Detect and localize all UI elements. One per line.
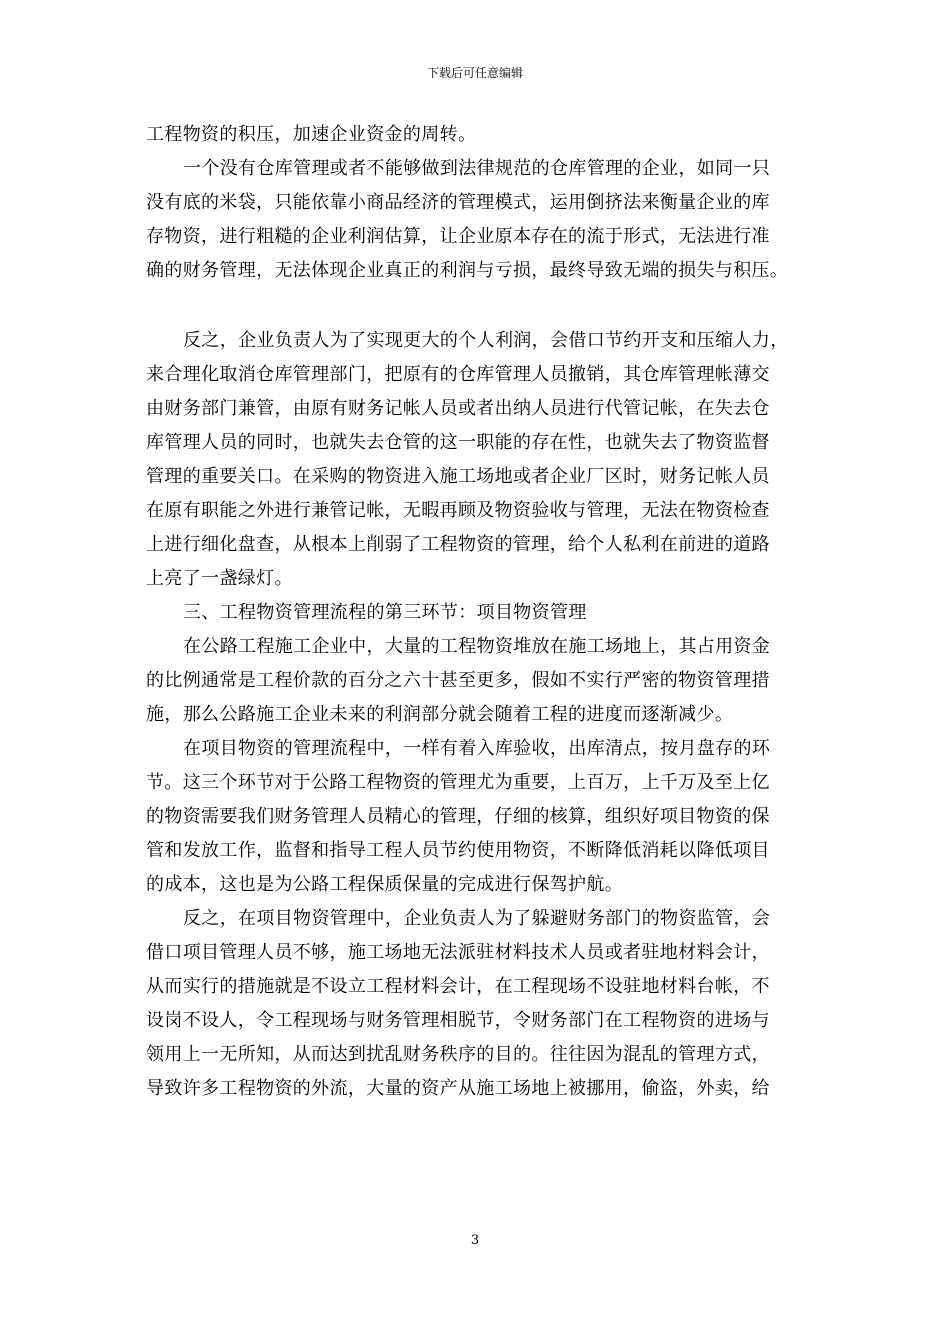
text-line: 一个没有仓库管理或者不能够做到法律规范的仓库管理的企业，如同一只 <box>183 158 771 179</box>
page-header: 下载后可任意编辑 <box>426 66 523 80</box>
text-line: 管理的重要关口。在采购的物资进入施工场地或者企业厂区时，财务记帐人员 <box>146 466 770 487</box>
text-line: 上亮了一盏绿灯。 <box>146 568 293 589</box>
text-line: 设岗不设人，令工程现场与财务管理相脱节，令财务部门在工程物资的进场与 <box>146 1010 770 1031</box>
text-line: 的成本，这也是为公路工程保质保量的完成进行保驾护航。 <box>146 874 624 895</box>
paragraph <box>146 732 808 902</box>
section-heading <box>146 596 808 630</box>
text-line: 上进行细化盘查，从根本上削弱了工程物资的管理，给个人私利在前进的道路 <box>146 534 770 555</box>
text-line: 工程物资的积压，加速企业资金的周转。 <box>146 124 477 145</box>
text-line: 节。这三个环节对于公路工程物资的管理尤为重要，上百万，上千万及至上亿 <box>146 772 770 793</box>
text-line: 从而实行的措施就是不设立工程材料会计，在工程现场不设驻地材料台帐，不 <box>146 976 770 997</box>
text-line: 反之，在项目物资管理中，企业负责人为了躲避财务部门的物资监管，会 <box>183 908 771 929</box>
text-line: 没有底的米袋，只能依靠小商品经济的管理模式，运用倒挤法来衡量企业的库 <box>146 192 770 213</box>
text-line: 反之，企业负责人为了实现更大的个人利润，会借口节约开支和压缩人力， <box>183 330 789 351</box>
text-line: 存物资，进行粗糙的企业利润估算，让企业原本存在的流于形式，无法进行准 <box>146 226 770 247</box>
paragraph <box>146 630 808 732</box>
text-line: 施，那么公路施工企业未来的利润部分就会随着工程的进度而逐渐减少。 <box>146 704 734 725</box>
text-line: 在项目物资的管理流程中，一样有着入库验收，出库清点，按月盘存的环 <box>183 738 771 759</box>
text-line: 确的财务管理，无法体现企业真正的利润与亏损，最终导致无端的损失与积压。 <box>146 260 789 281</box>
text-line: 在原有职能之外进行兼管记帐，无暇再顾及物资验收与管理，无法在物资检查 <box>146 500 770 521</box>
text-line: 的物资需要我们财务管理人员精心的管理，仔细的核算，组织好项目物资的保 <box>146 806 770 827</box>
document-body <box>146 118 808 1106</box>
text-line: 借口项目管理人员不够，施工场地无法派驻材料技术人员或者驻地材料会计， <box>146 942 770 963</box>
paragraph <box>146 324 808 596</box>
text-line: 三、工程物资管理流程的第三环节：项目物资管理 <box>183 602 587 623</box>
text-line: 由财务部门兼管，由原有财务记帐人员或者出纳人员进行代管记帐，在失去仓 <box>146 398 770 419</box>
text-line: 在公路工程施工企业中，大量的工程物资堆放在施工场地上，其占用资金 <box>183 636 771 657</box>
paragraph <box>146 152 808 288</box>
text-line: 的比例通常是工程价款的百分之六十甚至更多，假如不实行严密的物资管理措 <box>146 670 770 691</box>
paragraph <box>146 902 808 1106</box>
text-line: 库管理人员的同时，也就失去仓管的这一职能的存在性，也就失去了物资监督 <box>146 432 770 453</box>
paragraph <box>146 118 808 152</box>
text-line: 来合理化取消仓库管理部门，把原有的仓库管理人员撤销，其仓库管理帐薄交 <box>146 364 770 385</box>
text-line: 领用上一无所知，从而达到扰乱财务秩序的目的。往往因为混乱的管理方式， <box>146 1044 770 1065</box>
text-line: 导致许多工程物资的外流，大量的资产从施工场地上被挪用，偷盗，外卖，给 <box>146 1078 770 1099</box>
page-number: 3 <box>470 1233 480 1248</box>
paragraph-gap <box>146 288 808 324</box>
text-line: 管和发放工作，监督和指导工程人员节约使用物资，不断降低消耗以降低项目 <box>146 840 770 861</box>
